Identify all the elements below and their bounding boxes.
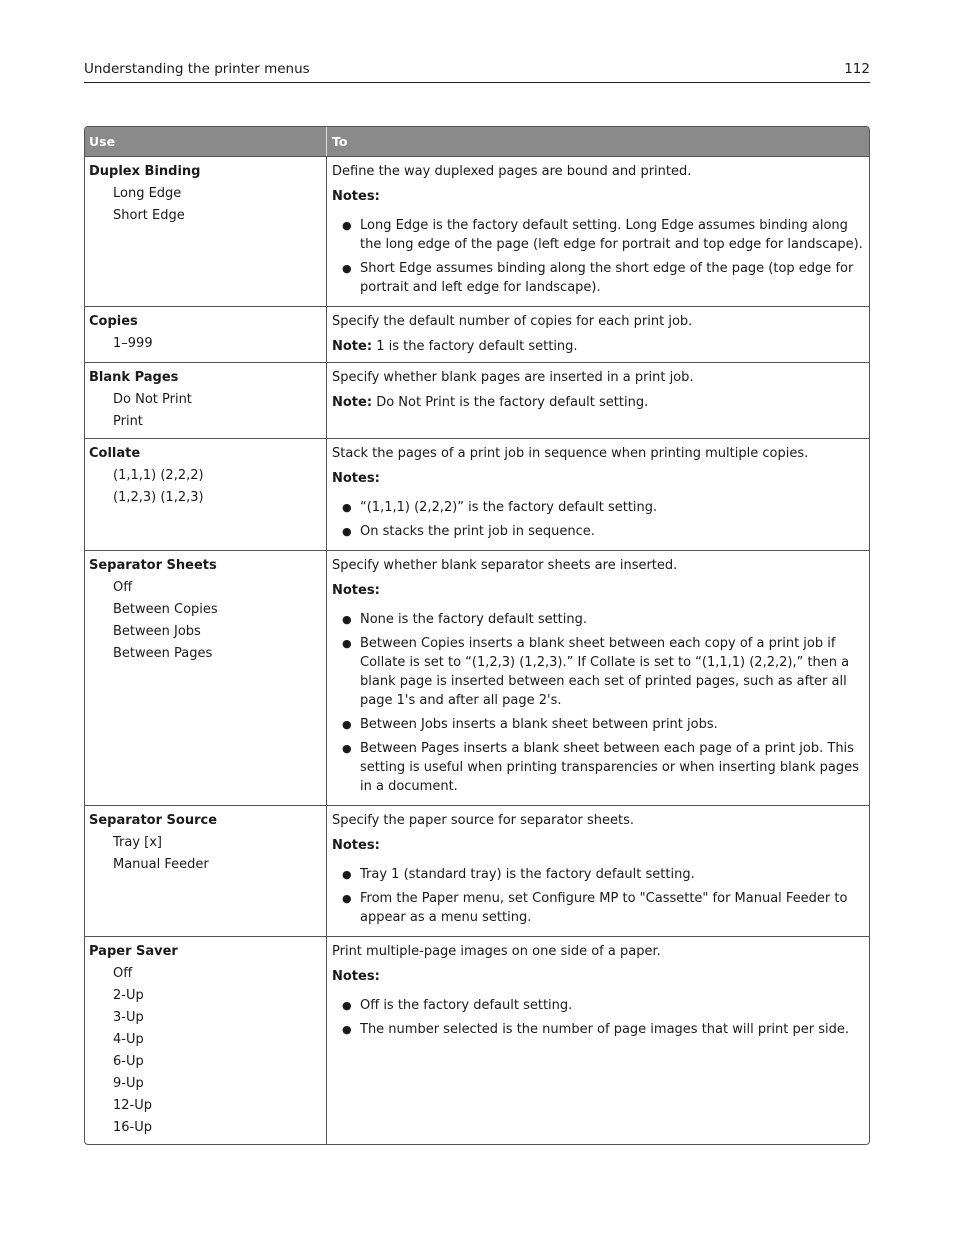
bullet-icon: ● <box>342 637 352 650</box>
setting-cell <box>85 307 327 362</box>
note-item <box>332 498 864 517</box>
note-item <box>332 259 864 297</box>
note-item <box>332 996 864 1015</box>
page-header <box>84 60 870 83</box>
note-item <box>332 865 864 884</box>
table-row <box>85 363 869 439</box>
note-item <box>332 216 864 254</box>
note-label: Note: <box>332 395 373 410</box>
table-row <box>85 551 869 806</box>
setting-description: Stack the pages of a print job in sequence when printing multiple copies. <box>332 446 809 461</box>
table-row <box>85 806 869 937</box>
bullet-icon: ● <box>342 868 352 881</box>
setting-cell <box>85 363 327 438</box>
note-text: None is the factory default setting. <box>360 612 588 627</box>
description-cell <box>327 307 869 362</box>
description-cell <box>327 806 869 936</box>
note-text: Short Edge assumes binding along the short edge of the page (top edge for portrait and left edge for landscape). <box>360 261 854 295</box>
note-text: Tray 1 (standard tray) is the factory default setting. <box>360 867 695 882</box>
note-text: Do Not Print is the factory default setting. <box>376 395 649 410</box>
note-text: The number selected is the number of page images that will print per side. <box>360 1022 850 1037</box>
note-inline <box>332 337 864 356</box>
table-body <box>85 157 869 1144</box>
note-text: Off is the factory default setting. <box>360 998 573 1013</box>
notes-list <box>332 610 864 796</box>
bullet-icon: ● <box>342 1023 352 1036</box>
table-row <box>85 439 869 551</box>
setting-description: Define the way duplexed pages are bound and printed. <box>332 164 692 179</box>
bullet-icon: ● <box>342 525 352 538</box>
table-row <box>85 937 869 1144</box>
notes-label: Notes: <box>332 583 380 598</box>
setting-cell <box>85 551 327 805</box>
setting-description: Print multiple-page images on one side of a paper. <box>332 944 661 959</box>
note-text: Long Edge is the factory default setting. Long Edge assumes binding along the long edge of the page (left edge for portrait and top edge for landscape). <box>360 218 863 252</box>
note-text: “(1,1,1) (2,2,2)” is the factory default setting. <box>360 500 658 515</box>
setting-cell <box>85 806 327 936</box>
setting-cell <box>85 157 327 306</box>
bullet-icon: ● <box>342 219 352 232</box>
setting-option: Long Edge <box>113 186 182 201</box>
note-item <box>332 634 864 710</box>
setting-description: Specify whether blank pages are inserted in a print job. <box>332 370 694 385</box>
setting-option: Tray [x] <box>113 835 163 850</box>
bullet-icon: ● <box>342 613 352 626</box>
setting-option: 1–999 <box>113 336 153 351</box>
table-header <box>85 127 869 157</box>
setting-option: 12-Up <box>113 1098 152 1113</box>
page-number: 112 <box>844 61 870 77</box>
notes-list <box>332 216 864 297</box>
note-item <box>332 889 864 927</box>
setting-option: (1,2,3) (1,2,3) <box>113 490 204 505</box>
bullet-icon: ● <box>342 742 352 755</box>
notes-label: Notes: <box>332 838 380 853</box>
setting-option: Between Jobs <box>113 624 201 639</box>
setting-option: Between Pages <box>113 646 213 661</box>
setting-cell <box>85 439 327 550</box>
setting-name: Blank Pages <box>89 370 179 385</box>
setting-name: Collate <box>89 446 141 461</box>
bullet-icon: ● <box>342 892 352 905</box>
bullet-icon: ● <box>342 999 352 1012</box>
setting-option: Do Not Print <box>113 392 192 407</box>
table-row <box>85 307 869 363</box>
setting-option: 6-Up <box>113 1054 144 1069</box>
description-cell <box>327 937 869 1144</box>
setting-name: Paper Saver <box>89 944 178 959</box>
note-text: Between Jobs inserts a blank sheet between print jobs. <box>360 717 718 732</box>
notes-label: Notes: <box>332 189 380 204</box>
note-item <box>332 739 864 796</box>
setting-description: Specify the default number of copies for each print job. <box>332 314 693 329</box>
setting-name: Copies <box>89 314 138 329</box>
setting-cell <box>85 937 327 1144</box>
notes-list <box>332 865 864 927</box>
setting-option: 9-Up <box>113 1076 144 1091</box>
note-label: Note: <box>332 339 373 354</box>
note-inline <box>332 393 864 412</box>
notes-list <box>332 996 864 1039</box>
setting-option: Off <box>113 966 133 981</box>
setting-option: Off <box>113 580 133 595</box>
setting-option: 3-Up <box>113 1010 144 1025</box>
notes-list <box>332 498 864 541</box>
setting-option: Print <box>113 414 143 429</box>
notes-label: Notes: <box>332 969 380 984</box>
setting-option: Short Edge <box>113 208 185 223</box>
page-header-title: Understanding the printer menus <box>84 61 310 77</box>
note-item <box>332 610 864 629</box>
description-cell <box>327 157 869 306</box>
setting-name: Separator Source <box>89 813 218 828</box>
setting-option: 2-Up <box>113 988 144 1003</box>
note-text: From the Paper menu, set Configure MP to "Cassette" for Manual Feeder to appear as a menu setting. <box>360 891 848 925</box>
column-header-use: Use <box>85 127 327 156</box>
note-item <box>332 1020 864 1039</box>
description-cell <box>327 439 869 550</box>
description-cell <box>327 551 869 805</box>
setting-option: (1,1,1) (2,2,2) <box>113 468 204 483</box>
bullet-icon: ● <box>342 501 352 514</box>
notes-label: Notes: <box>332 471 380 486</box>
setting-option: 16-Up <box>113 1120 152 1135</box>
bullet-icon: ● <box>342 718 352 731</box>
column-header-to: To <box>332 134 348 149</box>
setting-option: 4-Up <box>113 1032 144 1047</box>
note-text: On stacks the print job in sequence. <box>360 524 595 539</box>
menu-table <box>84 126 870 1145</box>
setting-option: Between Copies <box>113 602 218 617</box>
bullet-icon: ● <box>342 262 352 275</box>
note-text: Between Copies inserts a blank sheet between each copy of a print job if Collate is set to “(1,2,3) (1,2,3).” If Collate is set to “(1,1,1) (2,2,2),” then a blank page is inserted between each set of printed pages, such as after all page 1's and after all page 2's. <box>360 636 850 708</box>
note-item <box>332 522 864 541</box>
setting-name: Duplex Binding <box>89 164 201 179</box>
note-text: 1 is the factory default setting. <box>376 339 578 354</box>
setting-description: Specify the paper source for separator sheets. <box>332 813 634 828</box>
table-row <box>85 157 869 307</box>
note-item <box>332 715 864 734</box>
note-text: Between Pages inserts a blank sheet between each page of a print job. This setting is useful when printing transparencies or when inserting blank pages in a document. <box>360 741 859 794</box>
setting-name: Separator Sheets <box>89 558 217 573</box>
setting-description: Specify whether blank separator sheets are inserted. <box>332 558 678 573</box>
setting-option: Manual Feeder <box>113 857 209 872</box>
description-cell <box>327 363 869 438</box>
